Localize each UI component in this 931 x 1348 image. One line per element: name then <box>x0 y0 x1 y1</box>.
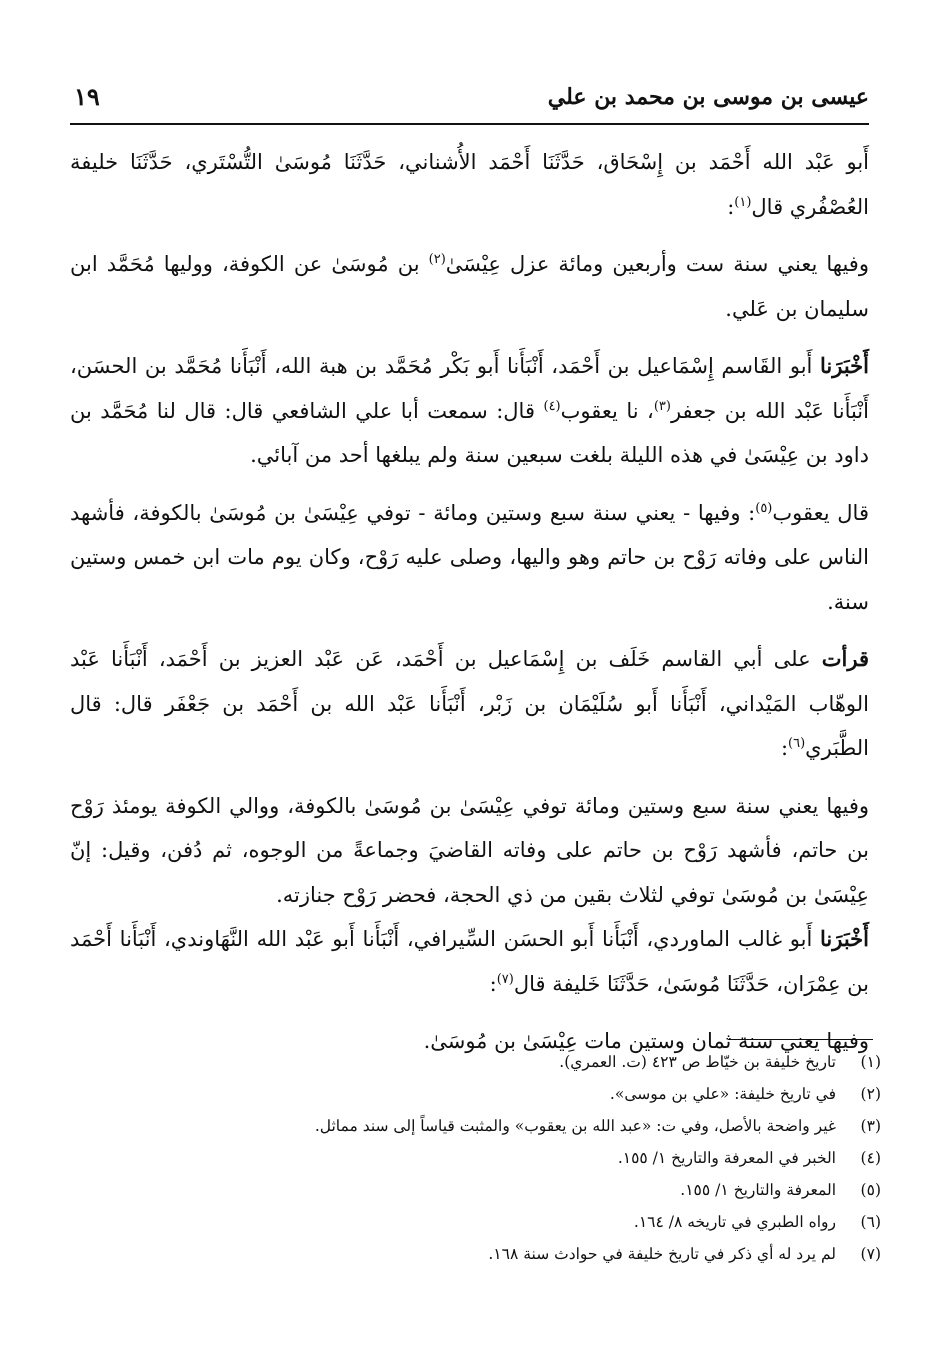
paragraph-text: وفيها يعني سنة ست وأربعين ومائة عزل عِيْسَىٰ <box>445 252 869 276</box>
isnad-keyword: أَخْبَرَنا <box>820 353 869 378</box>
paragraph-text: بن مُوسَىٰ عن الكوفة، ووليها مُحَمَّد ابن سليمان بن عَلي. <box>70 252 869 321</box>
footnote-item <box>70 1142 881 1174</box>
footnote-ref-4: (٤) <box>543 398 561 414</box>
footnote-divider <box>728 1039 873 1040</box>
footnote-ref-2: (٢) <box>428 252 446 267</box>
paragraph-5 <box>70 637 869 771</box>
footnote-number: (٦) <box>860 1213 881 1231</box>
footnote-number: (٢) <box>860 1085 881 1103</box>
footnote-item <box>70 1110 881 1142</box>
footnote-text: في تاريخ خليفة: «علي بن موسى». <box>609 1085 836 1103</box>
paragraph-2 <box>70 242 869 331</box>
paragraph-text: ، نا يعقوب <box>560 398 654 423</box>
footnote-item <box>70 1046 881 1078</box>
paragraph-text: وفيها يعني سنة ثمان وستين مات عِيْسَىٰ بن مُوسَىٰ. <box>423 1029 869 1053</box>
footnote-number: (٧) <box>860 1245 881 1263</box>
isnad-keyword: أَخْبَرَنا <box>820 926 869 951</box>
page-title: عيسى بن موسى بن محمد بن علي <box>547 84 869 110</box>
paragraph-tail: : <box>780 736 789 760</box>
paragraph-text: أَبو القَاسم إِسْمَاعيل بن أَحْمَد، أَنْبَأَنا أَبو بَكْر مُحَمَّد بن هبة الله، أَنْبَأَنا مُحَمَّد بن الحسَن، أَنْبَأَنا عَبْد الله بن جعفر <box>70 354 869 423</box>
footnote-ref-1: (١) <box>734 194 752 210</box>
footnote-ref-6: (٦) <box>788 736 806 751</box>
footnote-ref-7: (٧) <box>496 971 514 987</box>
paragraph-7 <box>70 917 869 1006</box>
footnote-text: لم يرد له أي ذكر في تاريخ خليفة في حوادث سنة ١٦٨. <box>488 1245 836 1263</box>
paragraph-6 <box>70 784 869 918</box>
paragraph-3 <box>70 344 869 478</box>
page-number: ١٩ <box>74 82 100 111</box>
footnote-text: غير واضحة بالأصل، وفي ت: «عبد الله بن يعقوب» والمثبت قياساً إلى سند مماثل. <box>314 1117 836 1135</box>
footnote-item <box>70 1078 881 1110</box>
paragraph-text: أَبو عَبْد الله أَحْمَد بن إِسْحَاق، حَدَّثَنَا أَحْمَد الأُشناني، حَدَّثَنَا مُوسَىٰ التُّسْتَري، حَدَّثَنَا خليفة العُصْفُري قال <box>70 150 869 219</box>
footnote-text: الخبر في المعرفة والتاريخ ١/ ١٥٥. <box>617 1149 836 1167</box>
paragraph-tail: : <box>489 971 497 996</box>
paragraph-text: قال: سمعت أبا علي الشافعي قال: قال لنا مُحَمَّد بن داود بن عِيْسَىٰ في هذه الليلة بلغت سبعين سنة ولم يبلغها أحد من آبائي. <box>70 398 869 467</box>
paragraph-text: : وفيها - يعني سنة سبع وستين ومائة - توفي عِيْسَىٰ بن مُوسَىٰ بالكوفة، فأشهد الناس على وفاته رَوْح بن حاتم وهو واليها، وصلى عليه رَوْح، وكان يوم مات ابن خمس وستين سنة. <box>70 500 869 614</box>
running-header <box>70 80 869 120</box>
footnote-number: (٤) <box>860 1149 881 1167</box>
paragraph-1 <box>70 140 869 229</box>
footnote-text: المعرفة والتاريخ ١/ ١٥٥. <box>680 1181 836 1199</box>
footnote-text: رواه الطبري في تاريخه ٨/ ١٦٤. <box>633 1213 836 1231</box>
paragraph-text: أَبو غالب الماوردي، أَنْبَأَنا أَبو الحسَن السِّيرافي، أَنْبَأَنا أَبو عَبْد الله النَّهَاوندي، أَنْبَأَنا أَحْمَد بن عِمْرَان، حَدَّثَنَا مُوسَىٰ، حَدَّثَنَا خَليفة قال <box>70 927 869 996</box>
paragraph-text: على أبي القاسم خَلَف بن إِسْمَاعيل بن أَحْمَد، عَن عَبْد العزيز بن أَحْمَد، أَنْبَأَنا عَبْد الوهّاب المَيْداني، أَنْبَأَنا أَبو سُلَيْمَان بن زَبْر، أَنْبَأَنا عَبْد الله بن أَحْمَد بن جَعْفَر قال: قال الطَّبَري <box>70 647 869 760</box>
footnote-text: تاريخ خليفة بن خيّاط ص ٤٢٣ (ت. العمري). <box>559 1053 836 1071</box>
footnotes <box>70 1046 881 1270</box>
footnote-number: (٣) <box>860 1117 881 1135</box>
paragraph-text: قال يعقوب <box>772 500 869 525</box>
isnad-keyword: قرأت <box>821 646 869 671</box>
header-divider <box>70 123 869 125</box>
paragraph-4 <box>70 491 869 625</box>
footnote-item <box>70 1238 881 1270</box>
footnote-ref-5: (٥) <box>755 500 773 516</box>
main-text <box>70 140 869 1064</box>
footnote-item <box>70 1206 881 1238</box>
paragraph-text: وفيها يعني سنة سبع وستين ومائة توفي عِيْسَىٰ بن مُوسَىٰ بالكوفة، ووالي الكوفة يومئذ رَوْح بن حاتم، فأشهد رَوْح بن حاتم على وفاته القاضيَ وجماعةً من الوجوه، ثم دُفن، وقيل: إنّ عِيْسَىٰ بن مُوسَىٰ توفي لثلاث بقين من ذي الحجة، فحضر رَوْح جنازته. <box>70 793 869 907</box>
footnote-number: (١) <box>860 1053 881 1071</box>
footnote-item <box>70 1174 881 1206</box>
footnote-ref-3: (٣) <box>653 398 671 414</box>
footnote-number: (٥) <box>860 1181 881 1199</box>
paragraph-tail: : <box>727 194 735 219</box>
